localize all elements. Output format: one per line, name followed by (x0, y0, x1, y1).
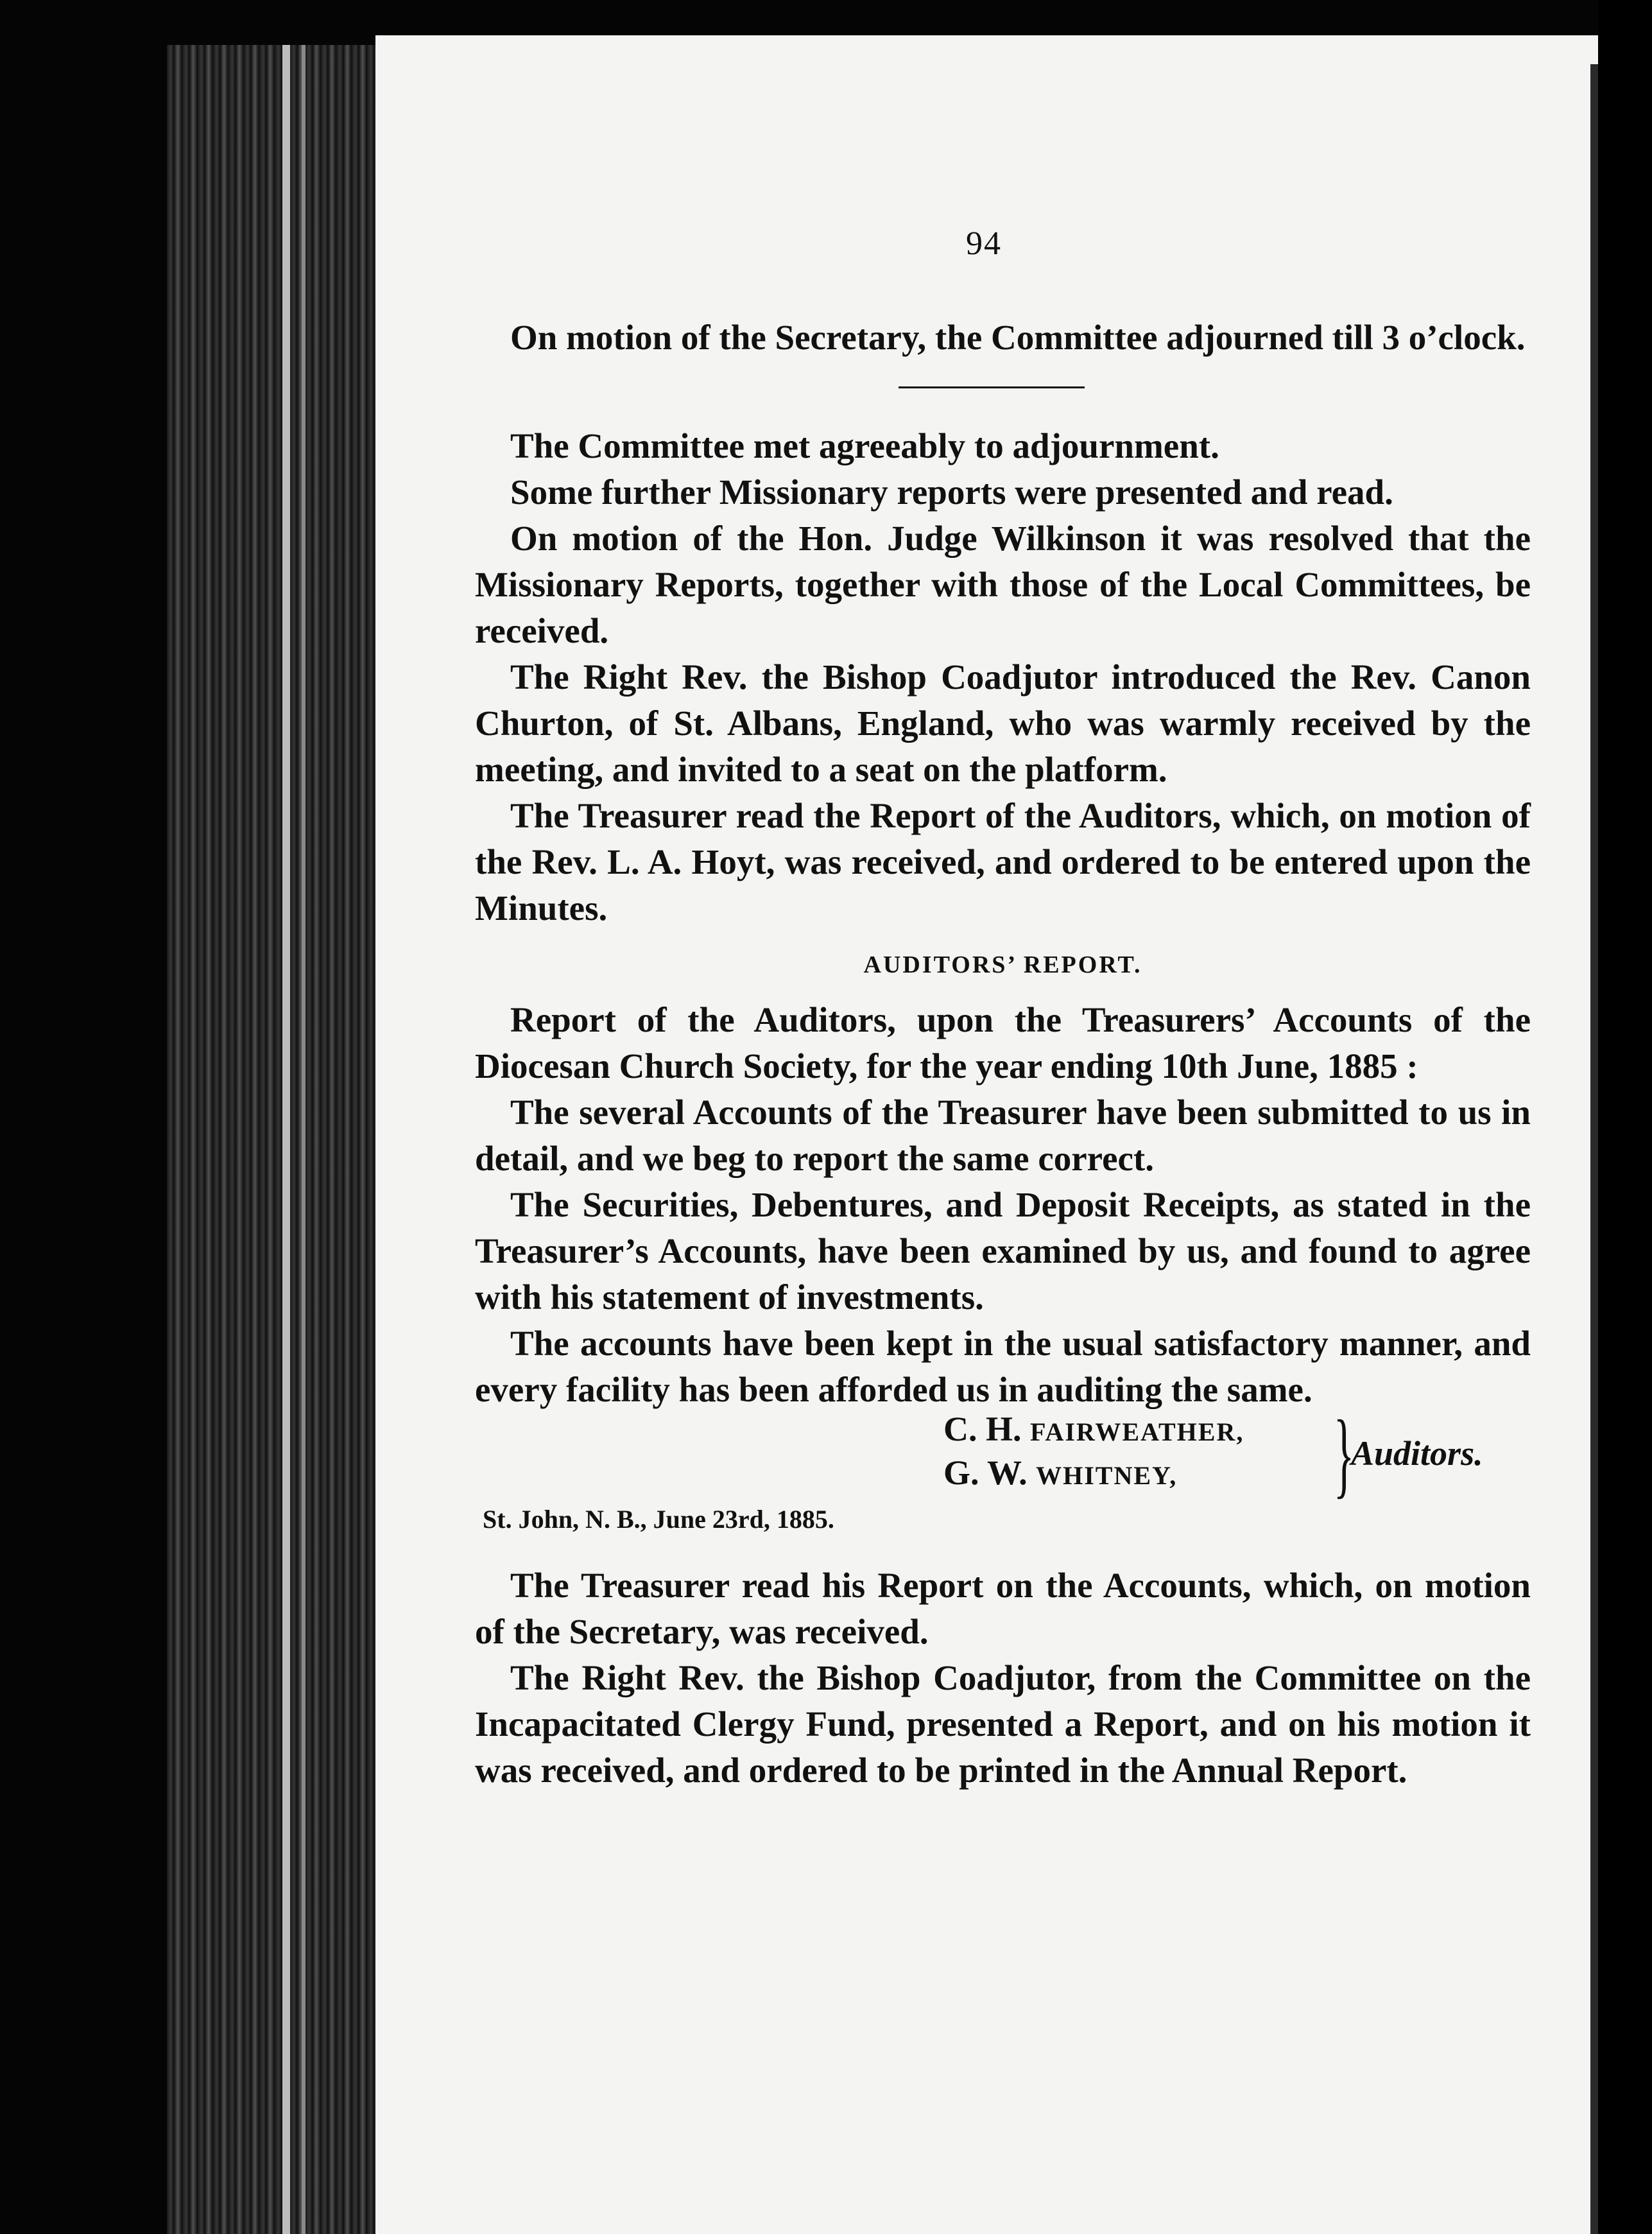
signature-whitney (943, 1453, 1177, 1493)
paragraph-judge-wilkinson: On motion of the Hon. Judge Wilkinson it was resolved that the Missionary Reports, together with those of the Local Committees, be received. (475, 519, 1531, 650)
signature-fairweather (943, 1409, 1244, 1449)
page-number: 94 (966, 225, 1002, 262)
paragraph-adjourned: On motion of the Secretary, the Committee adjourned till 3 o’clock. (510, 318, 1526, 357)
book-spine (167, 45, 379, 2234)
report-accounts: The several Accounts of the Treasurer have been submitted to us in detail, and we beg to report the same correct. (475, 1093, 1531, 1178)
spine-edge-line (302, 45, 305, 2234)
signature-initials: G. W. (943, 1453, 1028, 1492)
auditors-role-label: Auditors. (1351, 1434, 1483, 1473)
signature-surname: FAIRWEATHER, (1030, 1417, 1244, 1446)
signature-surname: WHITNEY, (1036, 1461, 1178, 1490)
paragraph-met: The Committee met agreeably to adjournment. (510, 426, 1219, 465)
spine-edge-highlight (282, 45, 290, 2234)
report-securities: The Securities, Debentures, and Deposit Receipts, as stated in the Treasurer’s Accounts, have been examined by us, and found to agree with his statement of investments. (475, 1185, 1531, 1317)
paragraph-treasurer-report: The Treasurer read his Report on the Accounts, which, on motion of the Secretary, was received. (475, 1566, 1531, 1651)
paragraph-incapacitated-clergy: The Right Rev. the Bishop Coadjutor, from the Committee on the Incapacitated Clergy Fund, presented a Report, and on his motion it was received, and ordered to be printed in the Annual Report. (475, 1658, 1531, 1790)
auditors-signature (475, 1401, 1531, 1507)
report-facility: The accounts have been kept in the usual satisfactory manner, and every facility has been afforded us in auditing the same. (475, 1324, 1531, 1409)
page-body (475, 218, 1531, 1794)
place-date-line: St. John, N. B., June 23rd, 1885. (483, 1505, 834, 1534)
signature-initials: C. H. (943, 1410, 1022, 1448)
paragraph-missionary-reports: Some further Missionary reports were presented and read. (510, 472, 1393, 512)
auditors-report-heading: AUDITORS’ REPORT. (863, 951, 1142, 978)
report-intro: Report of the Auditors, upon the Treasurers’ Accounts of the Diocesan Church Society, for the year ending 10th June, 1885 : (475, 1000, 1531, 1086)
brace-glyph: } (1333, 1401, 1355, 1507)
paragraph-treasurer-auditors: The Treasurer read the Report of the Auditors, which, on motion of the Rev. L. A. Hoyt, was received, and ordered to be entered upon the Minutes. (475, 796, 1531, 928)
section-divider (899, 386, 1085, 388)
paragraph-canon-churton: The Right Rev. the Bishop Coadjutor introduced the Rev. Canon Churton, of St. Albans, England, who was warmly received by the meeting, and invited to a seat on the platform. (475, 657, 1531, 789)
scan-right-edge (1598, 0, 1652, 2234)
